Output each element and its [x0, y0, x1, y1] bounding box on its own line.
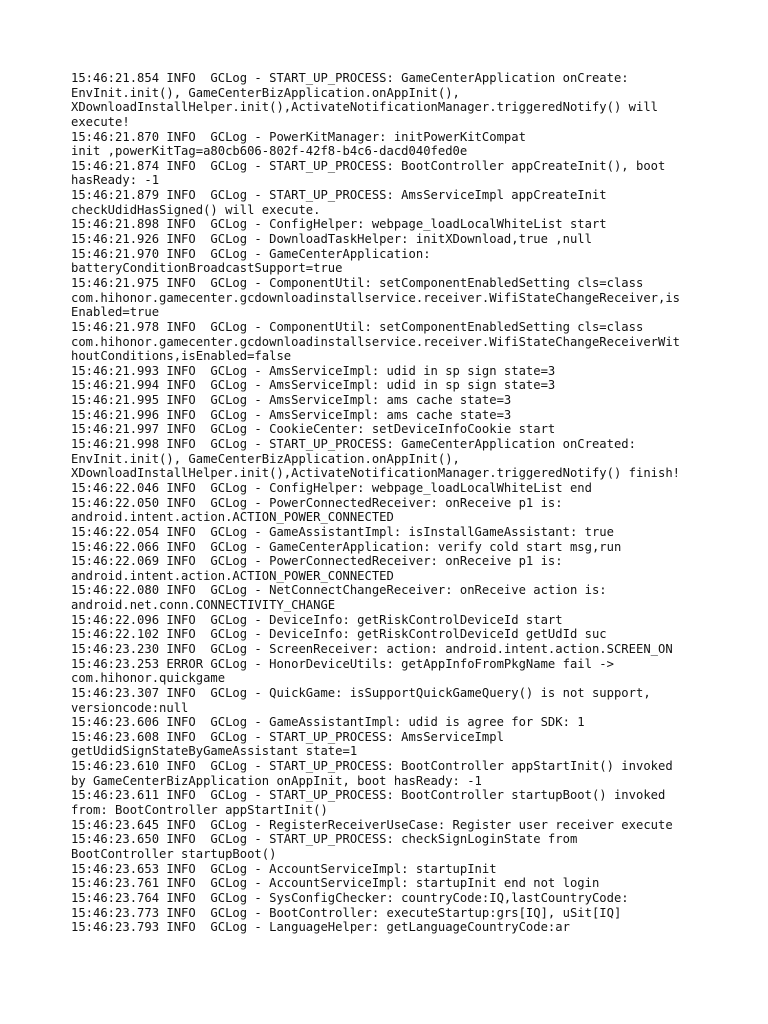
log-line: 15:46:21.898 INFO GCLog - ConfigHelper: webpage_loadLocalWhiteList start: [71, 217, 607, 232]
log-line: 15:46:21.854 INFO GCLog - START_UP_PROCESS: GameCenterApplication onCreate:: [71, 71, 629, 85]
log-line: Enabled=true: [71, 305, 160, 320]
log-line: 15:46:21.879 INFO GCLog - START_UP_PROCESS: AmsServiceImpl appCreateInit: [71, 188, 607, 203]
log-line: 15:46:21.998 INFO GCLog - START_UP_PROCESS: GameCenterApplication onCreated:: [71, 437, 636, 452]
log-line: 15:46:21.994 INFO GCLog - AmsServiceImpl: udid in sp sign state=3: [71, 378, 556, 393]
log-line: 15:46:21.975 INFO GCLog - ComponentUtil: setComponentEnabledSetting cls=class: [71, 275, 644, 290]
log-line: hasReady: -1: [71, 173, 160, 188]
log-line: by GameCenterBizApplication onAppInit, boot hasReady: -1: [71, 773, 482, 788]
log-line: 15:46:22.050 INFO GCLog - PowerConnectedReceiver: onReceive p1 is:: [71, 495, 563, 510]
log-line: 15:46:21.970 INFO GCLog - GameCenterApplication:: [71, 246, 431, 261]
log-line: com.hihonor.gamecenter.gcdownloadinstallservice.receiver.WifiStateChangeReceiver,is: [71, 290, 681, 305]
log-line: EnvInit.init(), GameCenterBizApplication.onAppInit(),: [71, 451, 460, 466]
log-line: versioncode:null: [71, 700, 189, 715]
log-line: 15:46:23.645 INFO GCLog - RegisterReceiverUseCase: Register user receiver execute: [71, 817, 673, 832]
log-line: android.net.conn.CONNECTIVITY_CHANGE: [71, 598, 336, 613]
log-line: 15:46:22.066 INFO GCLog - GameCenterApplication: verify cold start msg,run: [71, 539, 622, 554]
log-line: checkUdidHasSigned() will execute.: [71, 202, 321, 217]
log-line: 15:46:21.997 INFO GCLog - CookieCenter: setDeviceInfoCookie start: [71, 422, 556, 437]
log-line: EnvInit.init(), GameCenterBizApplication.onAppInit(),: [71, 85, 460, 100]
log-line: houtConditions,isEnabled=false: [71, 349, 292, 364]
log-line: com.hihonor.quickgame: [71, 671, 226, 686]
log-line: android.intent.action.ACTION_POWER_CONNECTED: [71, 568, 394, 583]
log-line: 15:46:21.995 INFO GCLog - AmsServiceImpl: ams cache state=3: [71, 393, 512, 408]
log-line: 15:46:22.080 INFO GCLog - NetConnectChangeReceiver: onReceive action is:: [71, 583, 607, 598]
log-line: 15:46:21.874 INFO GCLog - START_UP_PROCESS: BootController appCreateInit(), boot: [71, 158, 666, 173]
log-line: 15:46:23.653 INFO GCLog - AccountServiceImpl: startupInit: [71, 861, 497, 876]
log-text-block: [71, 71, 711, 935]
log-line: 15:46:23.793 INFO GCLog - LanguageHelper: getLanguageCountryCode:ar: [71, 920, 570, 935]
log-line: 15:46:21.996 INFO GCLog - AmsServiceImpl: ams cache state=3: [71, 407, 512, 422]
log-line: 15:46:23.610 INFO GCLog - START_UP_PROCESS: BootController appStartInit() invoked: [71, 759, 673, 774]
log-line: execute!: [71, 114, 130, 129]
log-line: 15:46:23.608 INFO GCLog - START_UP_PROCESS: AmsServiceImpl: [71, 729, 504, 744]
log-line: 15:46:22.054 INFO GCLog - GameAssistantImpl: isInstallGameAssistant: true: [71, 524, 614, 539]
log-line: 15:46:21.926 INFO GCLog - DownloadTaskHelper: initXDownload,true ,null: [71, 232, 592, 247]
log-line: 15:46:22.046 INFO GCLog - ConfigHelper: webpage_loadLocalWhiteList end: [71, 480, 592, 495]
log-line: android.intent.action.ACTION_POWER_CONNECTED: [71, 510, 394, 525]
log-line: BootController startupBoot(): [71, 846, 277, 861]
log-line: 15:46:21.870 INFO GCLog - PowerKitManager: initPowerKitCompat: [71, 129, 526, 144]
log-line: com.hihonor.gamecenter.gcdownloadinstallservice.receiver.WifiStateChangeReceiverWit: [71, 334, 681, 349]
log-line: from: BootController appStartInit(): [71, 803, 328, 818]
log-line: 15:46:23.606 INFO GCLog - GameAssistantImpl: udid is agree for SDK: 1: [71, 715, 585, 730]
log-line: init ,powerKitTag=a80cb606-802f-42f8-b4c6-dacd040fed0e: [71, 144, 468, 159]
log-line: XDownloadInstallHelper.init(),ActivateNotificationManager.triggeredNotify() finish!: [71, 466, 681, 481]
log-line: batteryConditionBroadcastSupport=true: [71, 261, 343, 276]
log-line: XDownloadInstallHelper.init(),ActivateNotificationManager.triggeredNotify() will: [71, 100, 658, 115]
log-line: 15:46:22.102 INFO GCLog - DeviceInfo: getRiskControlDeviceId getUdId suc: [71, 627, 607, 642]
log-line: 15:46:23.761 INFO GCLog - AccountServiceImpl: startupInit end not login: [71, 876, 600, 891]
log-line: 15:46:23.773 INFO GCLog - BootController: executeStartup:grs[IQ], uSit[IQ]: [71, 905, 622, 920]
log-line: 15:46:23.611 INFO GCLog - START_UP_PROCESS: BootController startupBoot() invoked: [71, 788, 666, 803]
log-line: 15:46:23.764 INFO GCLog - SysConfigChecker: countryCode:IQ,lastCountryCode:: [71, 890, 629, 905]
log-line: 15:46:23.650 INFO GCLog - START_UP_PROCESS: checkSignLoginState from: [71, 832, 578, 847]
log-line: 15:46:22.069 INFO GCLog - PowerConnectedReceiver: onReceive p1 is:: [71, 554, 563, 569]
log-line: 15:46:22.096 INFO GCLog - DeviceInfo: getRiskControlDeviceId start: [71, 612, 563, 627]
log-line: 15:46:23.253 ERROR GCLog - HonorDeviceUtils: getAppInfoFromPkgName fail ->: [71, 656, 614, 671]
log-line: 15:46:23.307 INFO GCLog - QuickGame: isSupportQuickGameQuery() is not support,: [71, 685, 651, 700]
log-line: getUdidSignStateByGameAssistant state=1: [71, 744, 358, 759]
log-line: 15:46:21.993 INFO GCLog - AmsServiceImpl: udid in sp sign state=3: [71, 363, 556, 378]
log-line: 15:46:21.978 INFO GCLog - ComponentUtil: setComponentEnabledSetting cls=class: [71, 319, 644, 334]
log-line: 15:46:23.230 INFO GCLog - ScreenReceiver: action: android.intent.action.SCREEN_ON: [71, 641, 673, 656]
